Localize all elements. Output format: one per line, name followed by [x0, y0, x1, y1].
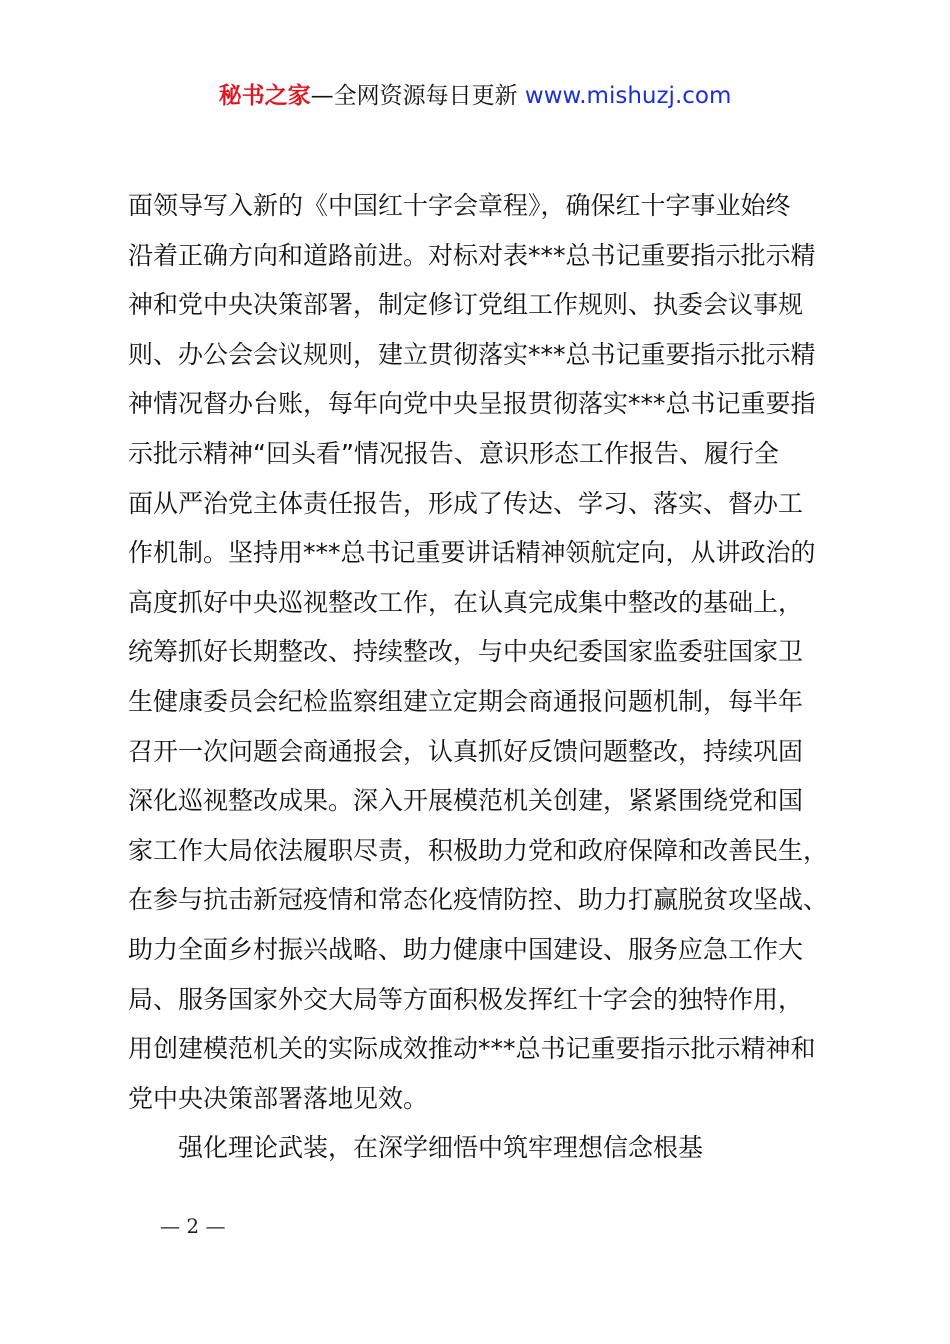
body-line: 高度抓好中央巡视整改工作，在认真完成集中整改的基础上，	[128, 587, 804, 617]
body-line: 家工作大局依法履职尽责，积极助力党和政府保障和改善民生，	[128, 835, 829, 865]
body-line: 统筹抓好长期整改、持续整改，与中央纪委国家监委驻国家卫	[128, 637, 804, 667]
body-line: 面从严治党主体责任报告，形成了传达、学习、落实、督办工	[128, 488, 804, 518]
body-line: 沿着正确方向和道路前进。对标对表***总书记重要指示批示精	[128, 240, 816, 270]
site-banner	[0, 80, 950, 112]
body-line: 神和党中央决策部署，制定修订党组工作规则、执委会议事规	[128, 290, 804, 320]
brand-name: 秘书之家	[218, 83, 311, 109]
body-line: 局、服务国家外交大局等方面积极发挥红十字会的独特作用，	[128, 984, 804, 1014]
body-line: 作机制。坚持用***总书记重要讲话精神领航定向，从讲政治的	[128, 538, 816, 568]
document-body	[128, 181, 840, 1173]
body-line: 神情况督办台账，每年向党中央呈报贯彻落实***总书记重要指	[128, 389, 816, 419]
body-line: 生健康委员会纪检监察组建立定期会商通报问题机制，每半年	[128, 686, 804, 716]
site-url-link[interactable]: www.mishuzj.com	[524, 83, 732, 109]
section-heading: 强化理论武装，在深学细悟中筑牢理想信念根基	[178, 1133, 704, 1163]
body-line: 则、办公会会议规则，建立贯彻落实***总书记重要指示批示精	[128, 339, 816, 369]
body-line: 党中央决策部署落地见效。	[128, 1083, 429, 1113]
body-line: 召开一次问题会商通报会，认真抓好反馈问题整改，持续巩固	[128, 736, 804, 766]
banner-slogan: —全网资源每日更新	[310, 83, 518, 109]
page-number: — 2 —	[160, 1214, 226, 1238]
body-line: 面领导写入新的《中国红十字会章程》，确保红十字事业始终	[128, 191, 791, 220]
body-line: 深化巡视整改成果。深入开展模范机关创建，紧紧围绕党和国	[128, 786, 804, 816]
body-line: 助力全面乡村振兴战略、助力健康中国建设、服务应急工作大	[128, 934, 804, 964]
body-line: 在参与抗击新冠疫情和常态化疫情防控、助力打赢脱贫攻坚战、	[128, 885, 829, 915]
body-line: 用创建模范机关的实际成效推动***总书记重要指示批示精神和	[128, 1034, 816, 1064]
body-line: 示批示精神“回头看”情况报告、意识形态工作报告、履行全	[128, 438, 779, 468]
